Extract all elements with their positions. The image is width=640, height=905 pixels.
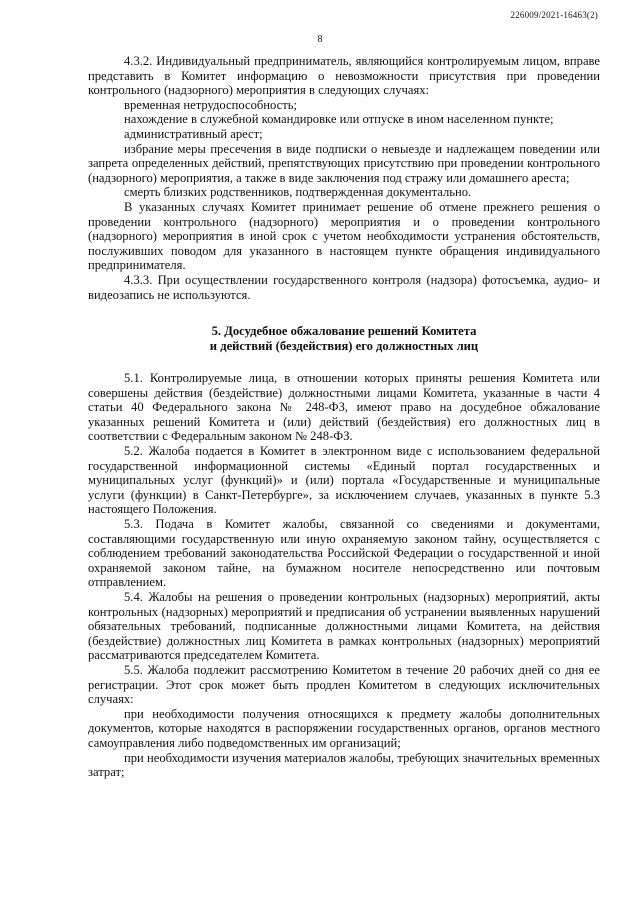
paragraph-4-3-3: 4.3.3. При осуществлении государственного контроля (надзора) фотосъемка, аудио- и видеозапись не используются. bbox=[88, 272, 600, 302]
paragraph-5-4: 5.4. Жалобы на решения о проведении контрольных (надзорных) мероприятий, акты контрольных (надзорных) мероприятий и предписания об устранении выявленных нарушений обязательных требований, подписанные должностными лицами Комитета, на действия (бездействие) должностных лиц Комитета в рамках контрольных (надзорных) мероприятий рассматриваются председателем Комитета. bbox=[88, 590, 600, 663]
document-body bbox=[88, 54, 600, 780]
paragraph-5-2: 5.2. Жалоба подается в Комитет в электронном виде с использованием федеральной государственной информационной системы «Единый портал государственных и муниципальных услуг (функций)» и (или) портала «Государственные и муниципальные услуги (функции) в Санкт-Петербурге», за исключением случаев, указанных в пункте 5.3 настоящего Положения. bbox=[88, 444, 600, 517]
list-item: смерть близких родственников, подтвержденная документально. bbox=[124, 185, 472, 200]
list-item: административный арест; bbox=[124, 126, 263, 141]
document-registration-number: 226009/2021-16463(2) bbox=[510, 10, 598, 20]
list-item: нахождение в служебной командировке или отпуске в ином населенном пункте; bbox=[124, 112, 554, 127]
section-heading bbox=[88, 324, 600, 354]
paragraph-4-3-2: 4.3.2. Индивидуальный предприниматель, являющийся контролируемым лицом, вправе представить в Комитет информацию о невозможности присутствия при проведении контрольного (надзорного) мероприятия в следующих случаях: bbox=[88, 54, 600, 98]
list-item: при необходимости изучения материалов жалобы, требующих значительных временных затрат; bbox=[88, 750, 600, 780]
page-number: 8 bbox=[317, 34, 323, 45]
list-item: временная нетрудоспособность; bbox=[124, 97, 297, 112]
paragraph-5-1: 5.1. Контролируемые лица, в отношении которых приняты решения Комитета или совершены действия (бездействие) должностными лицами Комитета, указанные в части 4 статьи 40 Федерального закона № 248-ФЗ, имеют право на досудебное обжалование указанных решений Комитета и (или) действий (бездействия) его должностных лиц в соответствии с Федеральным законом № 248-ФЗ. bbox=[88, 371, 600, 444]
section-heading-line-2: и действий (бездействия) его должностных лиц bbox=[209, 339, 479, 354]
paragraph-5-3: 5.3. Подача в Комитет жалобы, связанной со сведениями и документами, составляющими государственную или иную охраняемую законом тайну, осуществляется с соблюдением требований законодательства Российской Федерации о государственной и иной охраняемой законом тайне, на бумажном носителе непосредственно или почтовым отправлением. bbox=[88, 517, 600, 590]
list-item: избрание меры пресечения в виде подписки о невыезде и надлежащем поведении или запрета определенных действий, препятствующих присутствию при проведении контрольного (надзорного) мероприятия, а также в виде заключения под стражу или домашнего ареста; bbox=[88, 141, 600, 185]
section-heading-line-1: 5. Досудебное обжалование решений Комитета bbox=[211, 324, 477, 339]
list-item: при необходимости получения относящихся к предмету жалобы дополнительных документов, которые находятся в распоряжении государственных органов, органов местного самоуправления либо подведомственных им организаций; bbox=[88, 706, 600, 750]
paragraph-decision: В указанных случаях Комитет принимает решение об отмене прежнего решения о проведении контрольного (надзорного) мероприятия и о проведении контрольного (надзорного) мероприятия в иной срок с учетом необходимости устранения обстоятельств, послуживших поводом для указанного в настоящем пункте обращения индивидуального предпринимателя. bbox=[88, 199, 600, 273]
paragraph-5-5: 5.5. Жалоба подлежит рассмотрению Комитетом в течение 20 рабочих дней со дня ее регистрации. Этот срок может быть продлен Комитетом в следующих исключительных случаях: bbox=[88, 662, 600, 707]
